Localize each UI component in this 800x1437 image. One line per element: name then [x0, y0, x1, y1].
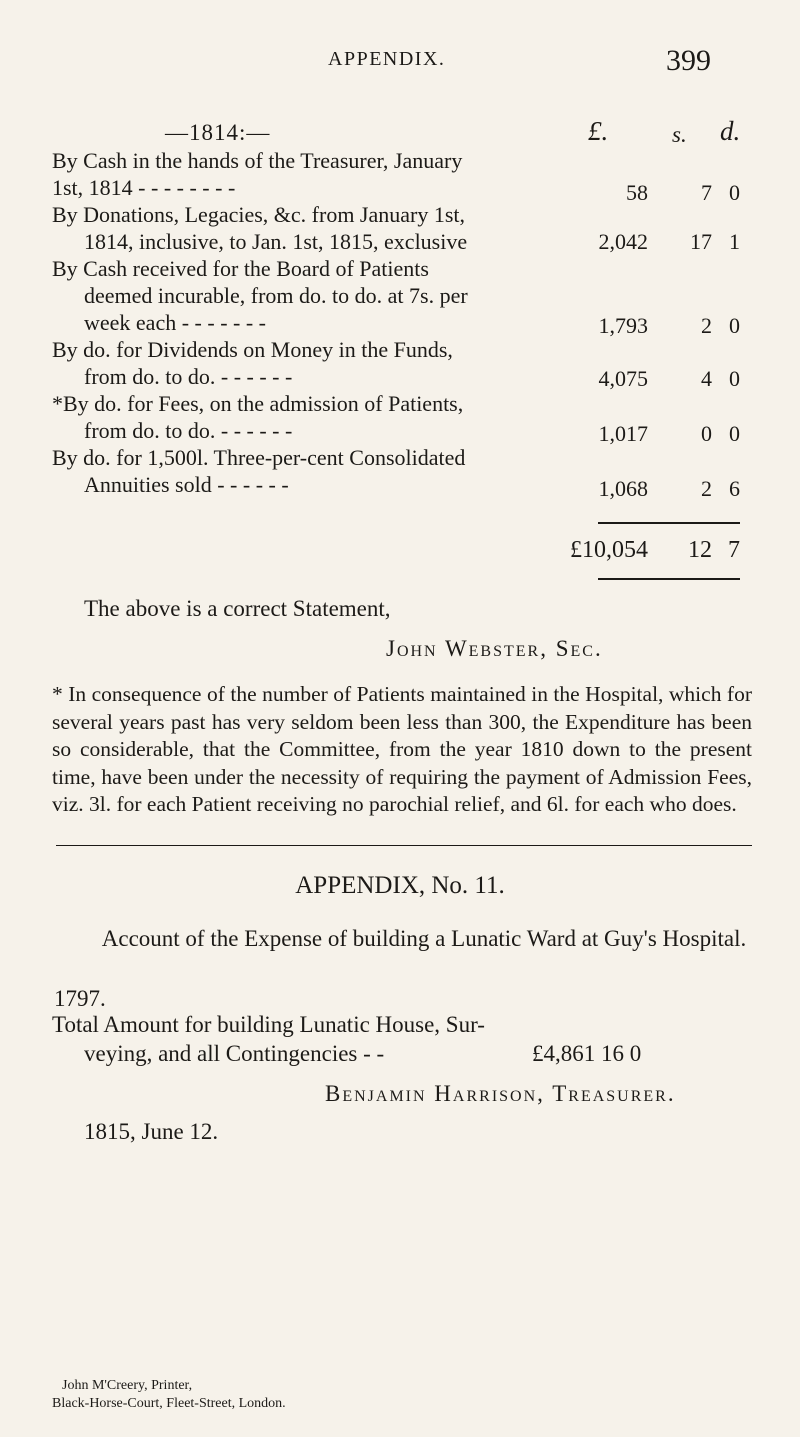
- entry-5-line-2: from do. to do. - - - - - -: [84, 418, 293, 443]
- account-year: 1797.: [54, 986, 106, 1011]
- entry-1-line-2: 1st, 1814 - - - - - - - -: [52, 175, 236, 200]
- total-shillings: 12: [688, 537, 712, 563]
- statement-signatory: John Webster, Sec.: [386, 636, 603, 661]
- entry-2-line-2: 1814, inclusive, to Jan. 1st, 1815, exclusive: [84, 229, 468, 254]
- entry-6-line-1: By do. for 1,500l. Three-per-cent Consolidated: [52, 445, 466, 470]
- running-header: APPENDIX.: [328, 48, 446, 70]
- entry-5-line-1: *By do. for Fees, on the admission of Patients,: [52, 391, 464, 416]
- entry-5-shillings: 0: [701, 421, 712, 446]
- entry-3-line-3: week each - - - - - - -: [84, 310, 266, 335]
- entry-5-pounds: 1,017: [598, 421, 648, 446]
- entry-6-shillings: 2: [701, 476, 712, 501]
- account-title: Account of the Expense of building a Lunatic Ward at Guy's Hospital.: [101, 926, 747, 951]
- statement-date-heading: —1814:—: [165, 120, 271, 145]
- entry-4-shillings: 4: [701, 366, 712, 391]
- printer-name: John M'Creery, Printer,: [62, 1378, 193, 1393]
- entry-1-line-1: By Cash in the hands of the Treasurer, January: [52, 148, 463, 173]
- section-divider: [56, 845, 752, 846]
- entry-3-pounds: 1,793: [598, 313, 648, 338]
- pence-column-header: d.: [720, 116, 741, 146]
- entry-3-pence: 0: [729, 313, 740, 338]
- signature-date: 1815, June 12.: [84, 1119, 219, 1144]
- entry-2-shillings: 17: [690, 229, 712, 254]
- treasurer-signatory: Benjamin Harrison, Treasurer.: [325, 1081, 676, 1106]
- entry-3-line-1: By Cash received for the Board of Patients: [52, 256, 429, 281]
- entry-4-line-1: By do. for Dividends on Money in the Funds,: [52, 337, 453, 362]
- account-item-amount: £4,861 16 0: [532, 1041, 642, 1066]
- entry-6-pence: 6: [729, 476, 740, 501]
- entry-4-line-2: from do. to do. - - - - - -: [84, 364, 293, 389]
- entry-2-line-1: By Donations, Legacies, &c. from January 1st,: [52, 202, 466, 227]
- account-item-line-1: Total Amount for building Lunatic House, Sur-: [52, 1012, 485, 1037]
- entry-1-shillings: 7: [701, 180, 712, 205]
- entry-4-pounds: 4,075: [598, 366, 648, 391]
- total-pence: 7: [728, 537, 740, 563]
- entry-2-pence: 1: [729, 229, 740, 254]
- footnote: * In consequence of the number of Patients maintained in the Hospital, which for several years past has very seldom been less than 300, the Expenditure has been so considerable, that the Committee, from the year 1810 down to the present time, have been under the necessity of requiring the payment of Admission Fees, viz. 3l. for each Patient receiving no parochial relief, and 6l. for each who does.: [52, 682, 752, 817]
- entry-3-shillings: 2: [701, 313, 712, 338]
- entry-2-pounds: 2,042: [598, 229, 648, 254]
- entry-6-pounds: 1,068: [598, 476, 648, 501]
- printer-address: Black-Horse-Court, Fleet-Street, London.: [52, 1396, 286, 1411]
- page-number: 399: [666, 44, 711, 77]
- entry-1-pence: 0: [729, 180, 740, 205]
- sum-rule: [598, 522, 740, 524]
- certification-line: The above is a correct Statement,: [84, 596, 391, 621]
- total-rule: [598, 578, 740, 580]
- pounds-column-header: £.: [588, 116, 609, 146]
- shillings-column-header: s.: [672, 122, 687, 147]
- entry-4-pence: 0: [729, 366, 740, 391]
- entry-5-pence: 0: [729, 421, 740, 446]
- entry-6-line-2: Annuities sold - - - - - -: [84, 472, 289, 497]
- total-pounds: £10,054: [570, 537, 648, 563]
- account-item-line-2: veying, and all Contingencies - -: [84, 1041, 385, 1066]
- entry-3-line-2: deemed incurable, from do. to do. at 7s. per: [84, 283, 468, 308]
- appendix-11-heading: APPENDIX, No. 11.: [295, 872, 505, 899]
- entry-1-pounds: 58: [626, 180, 648, 205]
